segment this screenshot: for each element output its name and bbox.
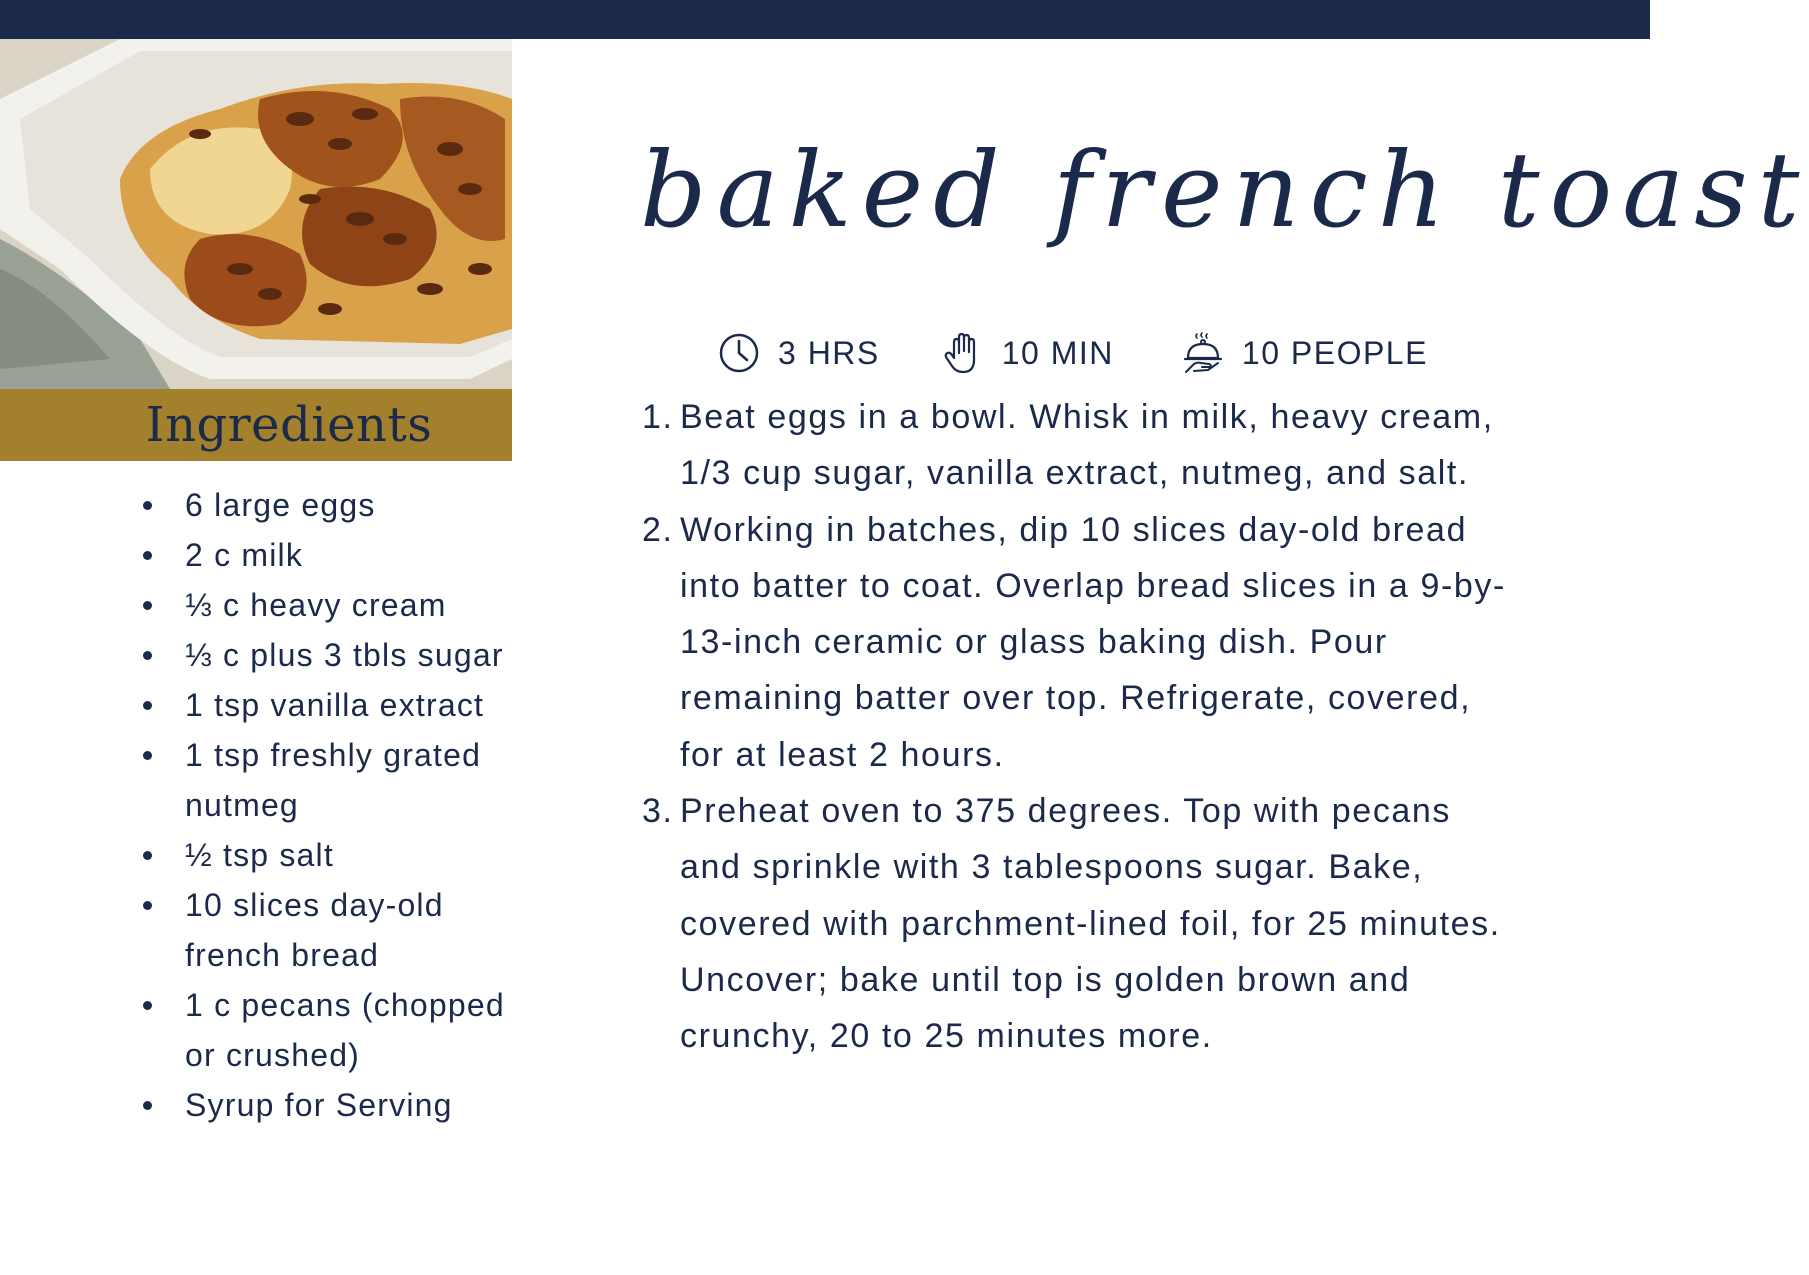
step-text: Working in batches, dip 10 slices day-old bread into batter to coat. Overlap bread slices in a 9-by-13-inch ceramic or glass baking dish. Pour remaining batter over top. Refrigerate, covered, for at least 2 hours. (680, 510, 1506, 774)
instruction-step (642, 502, 1522, 783)
ingredient-item: 6 large eggs (140, 480, 520, 530)
step-text: Beat eggs in a bowl. Whisk in milk, heavy cream, 1/3 cup sugar, vanilla extract, nutmeg, and salt. (680, 398, 1494, 493)
prep-time-label: 10 MIN (1001, 334, 1114, 371)
step-number: 2. (642, 510, 674, 549)
french-toast-photo (0, 39, 512, 389)
clock-icon (718, 330, 760, 376)
total-time-label: 3 HRS (778, 334, 880, 371)
ingredient-item: 1 tsp vanilla extract (140, 680, 520, 730)
hand-icon (942, 330, 984, 376)
ingredient-item: ⅓ c heavy cream (140, 580, 520, 630)
total-time (718, 330, 880, 376)
ingredient-item: 1 c pecans (chopped or crushed) (140, 980, 520, 1080)
step-number: 3. (642, 792, 674, 831)
ingredient-item: 10 slices day-old french bread (140, 880, 520, 980)
ingredient-item: Syrup for Serving (140, 1080, 520, 1130)
ingredients-heading: Ingredients (145, 397, 433, 453)
recipe-title: baked french toast (640, 129, 1809, 251)
servings-label: 10 PEOPLE (1241, 334, 1428, 371)
ingredient-item: 1 tsp freshly grated nutmeg (140, 730, 520, 830)
instruction-step (642, 389, 1522, 502)
ingredient-list (140, 480, 520, 1130)
step-number: 1. (642, 398, 674, 436)
recipe-meta (718, 328, 1428, 378)
ingredients-banner (0, 389, 512, 461)
instruction-step (642, 783, 1522, 1064)
servings (1182, 330, 1428, 376)
prep-time (942, 330, 1114, 376)
top-bar (0, 0, 1650, 39)
serving-cloche-icon (1182, 330, 1224, 376)
instruction-steps (642, 389, 1522, 1065)
ingredient-item: ½ tsp salt (140, 830, 520, 880)
ingredient-item: ⅓ c plus 3 tbls sugar (140, 630, 520, 680)
ingredient-item: 2 c milk (140, 530, 520, 580)
step-text: Preheat oven to 375 degrees. Top with pecans and sprinkle with 3 tablespoons sugar. Bake, covered with parchment-lined foil, for 25 minutes. Uncover; bake until top is golden brown and crunchy, 20 to 25 minutes more. (680, 792, 1501, 1056)
